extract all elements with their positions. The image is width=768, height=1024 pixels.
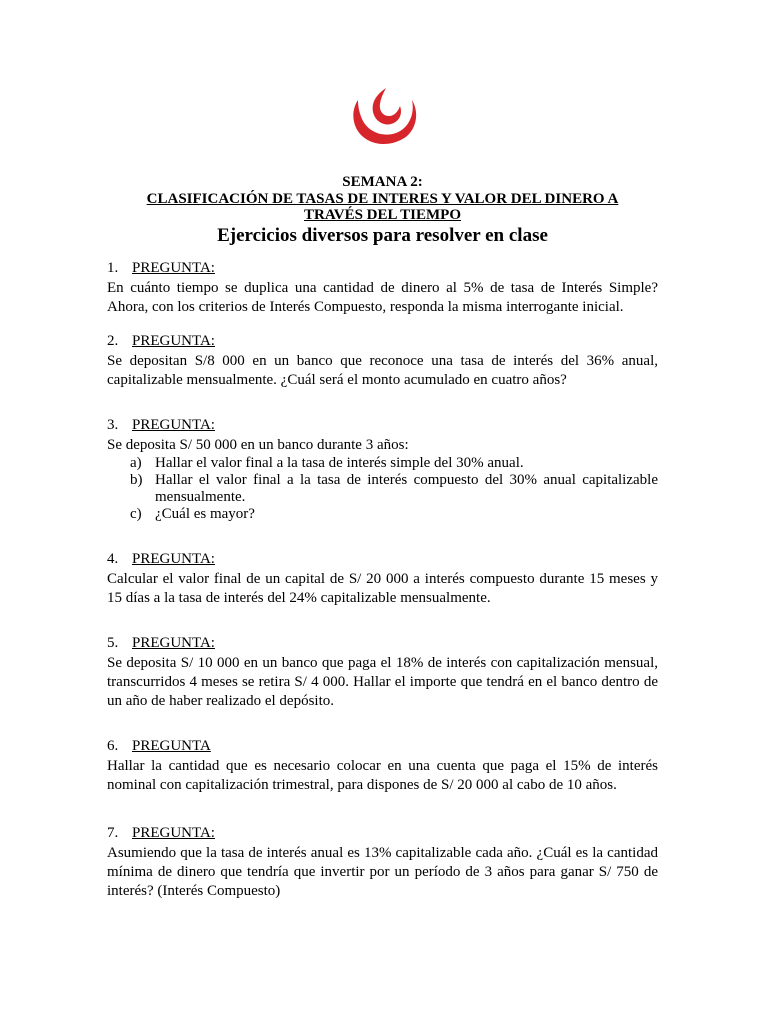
upc-flame-logo — [349, 86, 419, 146]
question-5 — [107, 634, 658, 711]
question-text: Se deposita S/ 50 000 en un banco durante 3 años: — [107, 437, 409, 453]
question-label: PREGUNTA: — [132, 417, 215, 433]
sub-question-text: ¿Cuál es mayor? — [155, 506, 255, 522]
question-number: 3. — [107, 417, 119, 433]
question-label: PREGUNTA: — [132, 333, 215, 349]
page-subtitle: Ejercicios diversos para resolver en clase — [217, 225, 548, 246]
sub-question-text: Hallar el valor final a la tasa de interés compuesto del 30% anual capitalizable mensualmente. — [155, 472, 658, 505]
question-text: Calcular el valor final de un capital de S/ 20 000 a interés compuesto durante 15 meses y 15 días a la tasa de interés del 24% capitalizable mensualmente. — [107, 571, 658, 606]
sub-question-letter: a) — [130, 455, 142, 471]
sub-question-text: Hallar el valor final a la tasa de interés simple del 30% anual. — [155, 455, 524, 471]
question-number: 7. — [107, 825, 119, 841]
question-text: Hallar la cantidad que es necesario colocar en una cuenta que paga el 15% de interés nominal con capitalización trimestral, para dispones de S/ 20 000 al cabo de 10 años. — [107, 758, 658, 793]
question-text: Se depositan S/8 000 en un banco que reconoce una tasa de interés del 36% anual, capitalizable mensualmente. ¿Cuál será el monto acumulado en cuatro años? — [107, 353, 658, 388]
sub-question-letter: c) — [130, 506, 142, 522]
sub-question-list — [107, 455, 658, 523]
question-text: En cuánto tiempo se duplica una cantidad de dinero al 5% de tasa de Interés Simple? Ahora, con los criterios de Interés Compuesto, responda la misma interrogante inicial. — [107, 280, 658, 315]
page-title: CLASIFICACIÓN DE TASAS DE INTERES Y VALOR DEL DINERO A TRAVÉS DEL TIEMPO — [146, 191, 619, 223]
sub-question-a — [107, 455, 658, 472]
question-label: PREGUNTA — [132, 738, 211, 754]
week-heading: SEMANA 2: — [342, 174, 423, 190]
question-text: Asumiendo que la tasa de interés anual es 13% capitalizable cada año. ¿Cuál es la cantidad mínima de dinero que tendría que invertir por un período de 3 años para ganar S/ 750 de interés? (Interés Compuesto) — [107, 845, 658, 899]
question-number: 1. — [107, 260, 119, 276]
question-number: 6. — [107, 738, 119, 754]
sub-question-letter: b) — [130, 472, 143, 488]
question-number: 4. — [107, 551, 119, 567]
question-6 — [107, 737, 658, 795]
question-label: PREGUNTA: — [132, 260, 215, 276]
question-label: PREGUNTA: — [132, 635, 215, 651]
question-4 — [107, 550, 658, 608]
question-number: 5. — [107, 635, 119, 651]
question-text: Se deposita S/ 10 000 en un banco que paga el 18% de interés con capitalización mensual, transcurridos 4 meses se retira S/ 4 000. Hallar el importe que tendrá en el banco dentro de un año de haber realizado el depósito. — [107, 655, 658, 709]
sub-question-c — [107, 506, 658, 523]
question-1 — [107, 259, 658, 317]
question-2 — [107, 332, 658, 390]
question-label: PREGUNTA: — [132, 551, 215, 567]
document-page — [107, 0, 658, 1024]
question-label: PREGUNTA: — [132, 825, 215, 841]
question-number: 2. — [107, 333, 119, 349]
logo-inner-flame — [373, 88, 401, 124]
sub-question-b — [107, 472, 658, 506]
question-3 — [107, 416, 658, 523]
question-7 — [107, 824, 658, 901]
